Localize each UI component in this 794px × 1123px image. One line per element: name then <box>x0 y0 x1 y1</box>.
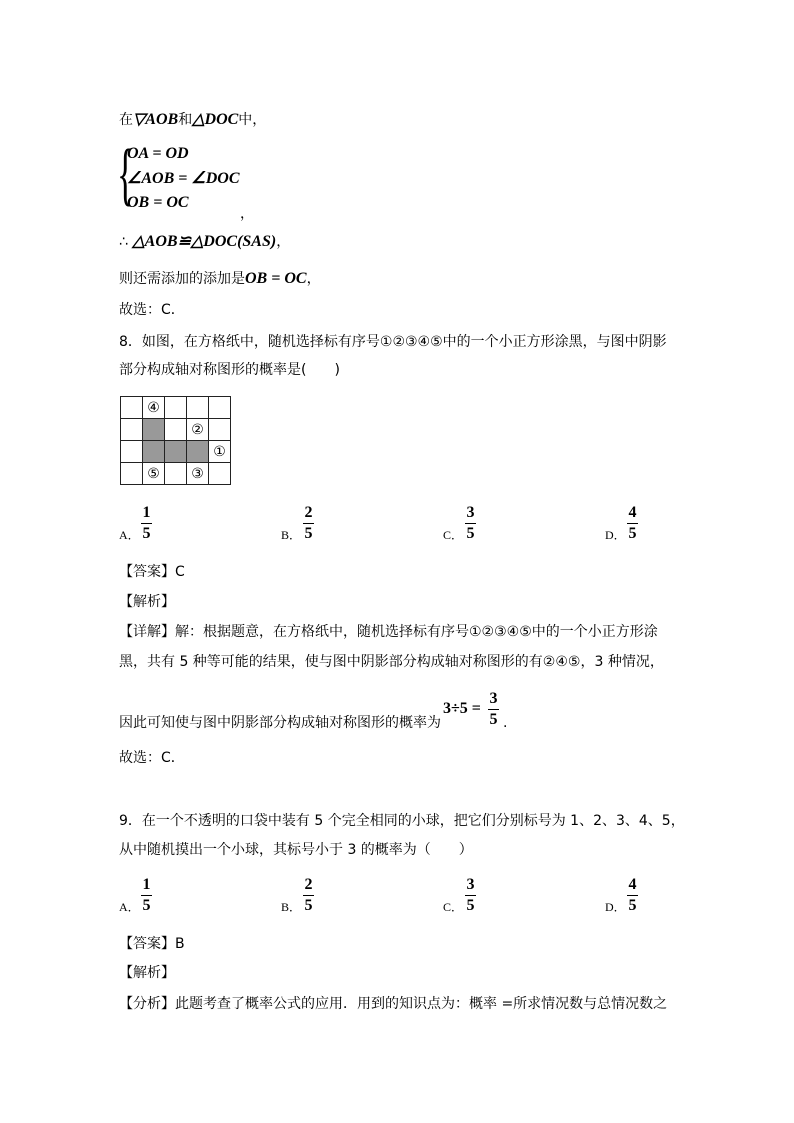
grid-cell <box>187 397 209 419</box>
option-fraction: 3 5 <box>466 504 475 542</box>
q8-detail3: 因此可知使与图中阴影部分构成轴对称图形的概率为 <box>119 715 441 731</box>
option-fraction: 3 5 <box>466 876 475 914</box>
q8-detail2: 黑，共有 5 种等可能的结果，使与图中阴影部分构成轴对称图形的有②④⑤，3 种情况， <box>119 654 664 670</box>
comma: ， <box>240 206 254 222</box>
grid-cell: ③ <box>187 463 209 485</box>
grid-cell <box>209 419 231 441</box>
formula-fraction: 3 5 <box>489 690 498 728</box>
grid-cell <box>165 419 187 441</box>
grid-cell <box>165 397 187 419</box>
need-line: 则还需添加的添加是OB = OC， <box>119 270 321 287</box>
grid-cell <box>121 441 143 463</box>
option-label: C． <box>443 900 464 914</box>
grid-cell <box>209 463 231 485</box>
grid-figure <box>120 396 231 485</box>
proof-intro: 在▽AOB和△DOC中， <box>119 111 267 128</box>
q8-choose: 故选：C． <box>119 750 185 766</box>
option-label: D． <box>605 900 626 914</box>
grid-cell <box>121 463 143 485</box>
eq-2: ∠AOB = ∠DOC <box>127 170 240 187</box>
shaded-cell <box>143 419 165 441</box>
choose-c: 故选：C． <box>119 302 185 318</box>
grid-cell <box>121 397 143 419</box>
grid-cell <box>209 397 231 419</box>
shaded-cell <box>187 441 209 463</box>
q8-detail1: 【详解】解：根据题意，在方格纸中，随机选择标有序号①②③④⑤中的一个小正方形涂 <box>119 624 658 640</box>
grid-cell: ④ <box>143 397 165 419</box>
grid-cell <box>165 463 187 485</box>
grid-cell: ② <box>187 419 209 441</box>
option-label: A． <box>119 528 140 542</box>
brace: { <box>117 136 134 213</box>
option-label: C． <box>443 528 464 542</box>
q8-answer: 【答案】C <box>119 564 185 580</box>
option-label: B． <box>281 528 302 542</box>
option-fraction: 2 5 <box>304 504 313 542</box>
option-label: D． <box>605 528 626 542</box>
option-fraction: 1 5 <box>142 876 151 914</box>
shaded-cell <box>165 441 187 463</box>
q8-analysis: 【解析】 <box>119 594 175 610</box>
q9-line2: 从中随机摸出一个小球，其标号小于 3 的概率为（ ） <box>119 842 473 858</box>
q9-answer: 【答案】B <box>119 936 185 952</box>
grid-cell: ① <box>209 441 231 463</box>
option-fraction: 1 5 <box>142 504 151 542</box>
q9-analysis: 【解析】 <box>119 965 175 981</box>
q9-detail1: 【分析】此题考查了概率公式的应用．用到的知识点为：概率 =所求情况数与总情况数之 <box>119 996 668 1012</box>
formula-end: . <box>503 715 508 731</box>
option-fraction: 4 5 <box>628 876 637 914</box>
option-fraction: 4 5 <box>628 504 637 542</box>
q8-line1: 8．如图，在方格纸中，随机选择标有序号①②③④⑤中的一个小正方形涂黑，与图中阴影 <box>119 334 667 350</box>
option-label: B． <box>281 900 302 914</box>
eq-3: OB = OC <box>127 194 189 211</box>
eq-1: OA = OD <box>127 145 189 162</box>
q9-line1: 9．在一个不透明的口袋中装有 5 个完全相同的小球，把它们分别标号为 1、2、3、4、5， <box>119 813 685 829</box>
shaded-cell <box>143 441 165 463</box>
grid-cell: ⑤ <box>143 463 165 485</box>
grid-cell <box>121 419 143 441</box>
therefore-line: ∴ △AOB≌△DOC(SAS)， <box>119 233 291 250</box>
option-fraction: 2 5 <box>304 876 313 914</box>
option-label: A． <box>119 900 140 914</box>
formula-lhs: 3÷5 = <box>443 700 481 717</box>
q8-line2: 部分构成轴对称图形的概率是( ) <box>119 362 340 378</box>
